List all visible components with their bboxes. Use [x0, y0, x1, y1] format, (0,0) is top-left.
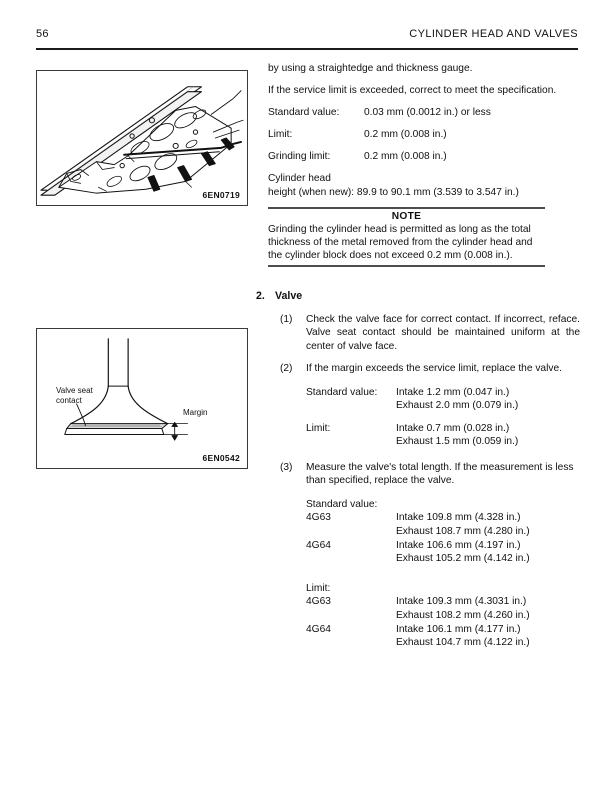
note-body: Grinding the cylinder head is permitted as long as the total thickness of the metal removed from the cylinder head and the cylinder block does not exceed 0.2 mm (0.008 in.). [268, 223, 533, 261]
spec-value: Exhaust 2.0 mm (0.079 in.) [396, 400, 519, 412]
engine-value-intake: Intake 106.6 mm (4.197 in.) [396, 539, 521, 551]
cylinder-head-height-line2: height (when new): 89.9 to 90.1 mm (3.539 to 3.547 in.) [268, 186, 519, 198]
figure-valve-margin [36, 328, 248, 469]
group-heading: Standard value: [306, 498, 378, 510]
engine-code: 4G63 [306, 596, 331, 608]
note-bottom-rule [268, 265, 545, 267]
note-title: NOTE [391, 210, 422, 222]
step-text: Check the valve face for correct contact. If incorrect, reface. Valve seat contact should be maintained uniform at the center of valve face. [306, 314, 580, 352]
spec-key: Grinding limit: [268, 151, 331, 162]
margin-label: Margin [183, 408, 208, 417]
engine-value-exhaust: Exhaust 104.7 mm (4.122 in.) [396, 637, 530, 649]
spec-row-limit-cont [306, 435, 580, 449]
intro-paragraph-1: by using a straightedge and thickness gauge. [268, 63, 473, 74]
spec-value: 0.2 mm (0.008 in.) [364, 129, 447, 140]
engine-code: 4G64 [306, 539, 331, 551]
figure-code: 6EN0542 [202, 453, 240, 463]
engine-row-4g64 [306, 539, 580, 553]
group-heading: Limit: [306, 582, 331, 594]
valve-seat-contact-label-line1: Valve seat [56, 386, 93, 395]
spec-value: 0.03 mm (0.0012 in.) or less [364, 107, 491, 118]
engine-row-4g63 [306, 595, 580, 609]
engine-code: 4G63 [306, 512, 331, 524]
spec-key: Limit: [268, 129, 293, 140]
step-1 [256, 313, 580, 353]
step-2-specs [306, 386, 580, 449]
page-title: CYLINDER HEAD AND VALVES [409, 28, 578, 40]
valve-seat-contact-label [56, 386, 93, 405]
intro-paragraph-2: If the service limit is exceeded, correct to meet the specification. [268, 85, 557, 96]
spacer [306, 413, 580, 422]
header-divider [36, 48, 578, 50]
engine-code-spacer [306, 552, 396, 566]
figure-cylinder-head-straightedge [36, 70, 248, 206]
cylinder-head-height-spec [268, 172, 580, 199]
engine-row-4g64-cont [306, 636, 580, 650]
spec-key-spacer [306, 399, 396, 413]
engine-value-intake: Intake 106.1 mm (4.177 in.) [396, 623, 521, 635]
step-text: If the margin exceeds the service limit, replace the valve. [306, 363, 562, 375]
spec-row-grinding-limit [268, 150, 580, 164]
engine-row-4g64 [306, 623, 580, 637]
section-heading [256, 289, 580, 303]
engine-row-4g63-cont [306, 525, 580, 539]
engine-code: 4G64 [306, 623, 331, 635]
step-3 [256, 461, 580, 488]
step-number: (1) [280, 314, 293, 325]
page-number: 56 [36, 28, 49, 40]
engine-code-spacer [306, 636, 396, 650]
engine-value-intake: Intake 109.8 mm (4.328 in.) [396, 512, 521, 524]
engine-value-exhaust: Exhaust 108.2 mm (4.260 in.) [396, 609, 530, 621]
spec-value: Exhaust 1.5 mm (0.059 in.) [396, 436, 519, 448]
spec-key-spacer [306, 435, 396, 449]
section-valve [256, 289, 580, 652]
step-2 [256, 362, 580, 375]
spec-key: Standard value: [268, 107, 340, 118]
spec-value: Intake 0.7 mm (0.028 in.) [396, 422, 510, 434]
valve-seat-contact-label-line2: contact [56, 395, 82, 405]
spec-row-standard-value-cont [306, 399, 580, 413]
section-number: 2. [256, 290, 265, 302]
figure-code: 6EN0719 [202, 190, 240, 200]
intro-text-column [268, 62, 580, 205]
spec-key: Standard value: [306, 386, 378, 398]
cylinder-head-height-line1: Cylinder head [268, 173, 331, 184]
step-number: (2) [280, 363, 293, 375]
spec-row-standard-value [306, 386, 580, 400]
cylinder-head-illustration [37, 71, 247, 205]
spec-key: Limit: [306, 422, 331, 434]
step-3-standard-value-group [306, 498, 580, 566]
step-number: (3) [280, 462, 293, 473]
spec-row-standard-value [268, 106, 580, 120]
note-block [268, 207, 545, 267]
engine-code-spacer [306, 609, 396, 623]
spec-row-limit [268, 128, 580, 142]
engine-code-spacer [306, 525, 396, 539]
engine-value-exhaust: Exhaust 105.2 mm (4.142 in.) [396, 553, 530, 565]
step-3-limit-group [306, 582, 580, 650]
engine-row-4g63 [306, 511, 580, 525]
engine-value-intake: Intake 109.3 mm (4.3031 in.) [396, 596, 527, 608]
section-title: Valve [275, 290, 303, 302]
spec-value: 0.2 mm (0.008 in.) [364, 151, 447, 162]
spec-value: Intake 1.2 mm (0.047 in.) [396, 386, 510, 398]
step-text: Measure the valve's total length. If the measurement is less than specified, replace the valve. [306, 462, 574, 487]
engine-value-exhaust: Exhaust 108.7 mm (4.280 in.) [396, 526, 530, 537]
engine-row-4g64-cont [306, 552, 580, 566]
engine-row-4g63-cont [306, 609, 580, 623]
spec-row-limit [306, 422, 580, 436]
